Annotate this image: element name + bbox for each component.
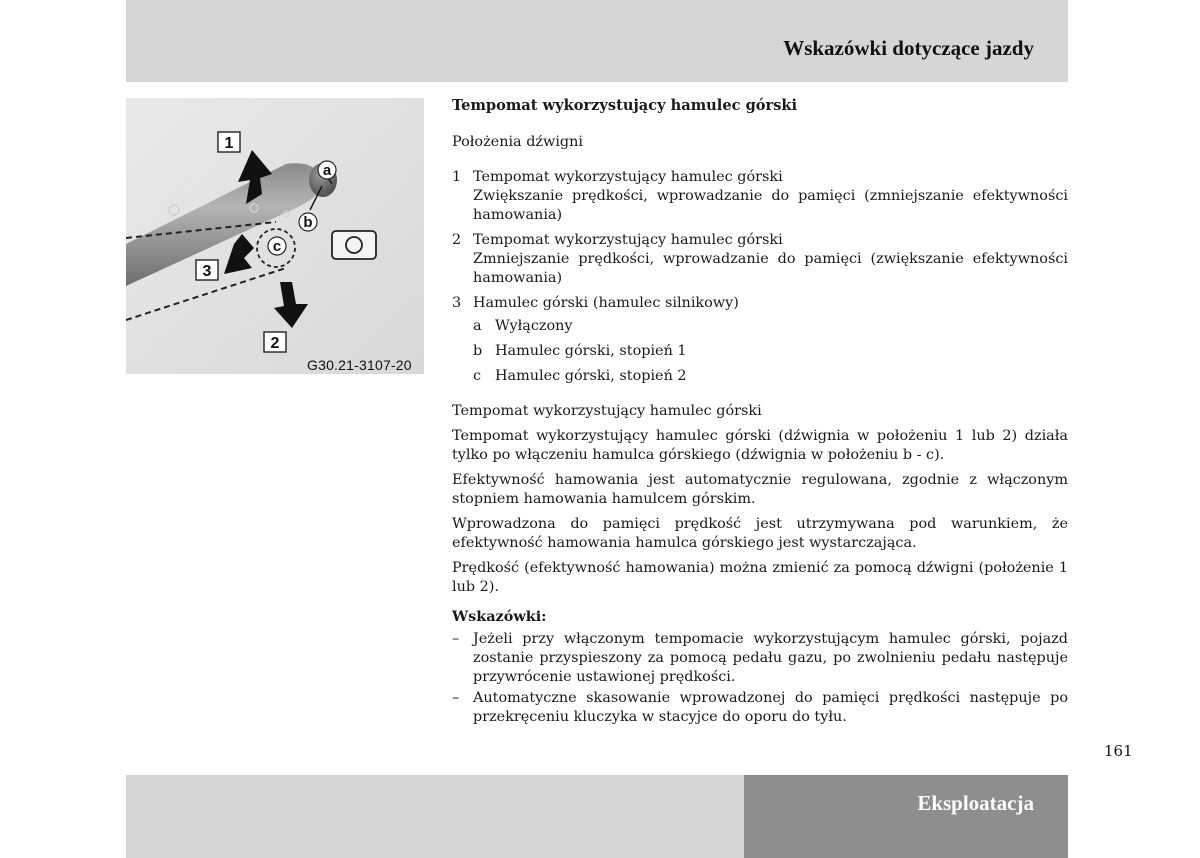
sub-item-text: Wyłączony xyxy=(495,318,573,334)
sub-item-letter: a xyxy=(473,318,482,334)
item-description: Zwiększanie prędkości, wprowadzanie do pamięci (zmniejszanie efektywności hamowania) xyxy=(473,188,1068,223)
sub-list-item xyxy=(473,367,1068,386)
section-header-title: Wskazówki dotyczące jazdy xyxy=(783,36,1034,60)
paragraph: Prędkość (efektywność hamowania) można zmienić za pomocą dźwigni (położenie 1 lub 2). xyxy=(452,560,1068,595)
sub-item-text: Hamulec górski, stopień 1 xyxy=(495,343,687,359)
section-title: Tempomat wykorzystujący hamulec górski xyxy=(452,403,762,419)
footer-chapter-title: Eksploatacja xyxy=(917,791,1034,815)
sub-positions-list xyxy=(473,317,1068,386)
list-item xyxy=(452,294,1068,392)
label-1: 1 xyxy=(224,135,234,152)
paragraph: Efektywność hamowania jest automatycznie regulowana, zgodnie z włączonym stopniem hamowania hamulcem górskim. xyxy=(452,472,1068,507)
main-content xyxy=(452,96,1068,729)
label-b: b xyxy=(303,214,313,231)
item-number: 2 xyxy=(452,232,462,248)
footer-chapter-tab xyxy=(744,775,1068,858)
note-dash: – xyxy=(452,631,460,647)
lever-illustration xyxy=(126,98,424,374)
label-c: c xyxy=(272,238,282,255)
note-item xyxy=(452,689,1068,727)
lever-figure xyxy=(126,98,424,374)
note-text: Jeżeli przy włączonym tempomacie wykorzystującym hamulec górski, pojazd zostanie przyspieszony za pomocą pedału gazu, po zwolnieniu pedału następuje przywrócenie ustawionej prędkości. xyxy=(473,631,1068,685)
sub-item-letter: c xyxy=(473,368,482,384)
item-title: Hamulec górski (hamulec silnikowy) xyxy=(473,295,739,311)
positions-list xyxy=(452,168,1068,392)
sub-item-text: Hamulec górski, stopień 2 xyxy=(495,368,687,384)
note-item xyxy=(452,630,1068,687)
cruise-symbol-box xyxy=(332,231,376,259)
notes-title: Wskazówki: xyxy=(452,608,547,625)
sub-list-item xyxy=(473,317,1068,336)
sub-item-letter: b xyxy=(473,343,483,359)
item-title: Tempomat wykorzystujący hamulec górski xyxy=(473,169,783,185)
note-text: Automatyczne skasowanie wprowadzonej do pamięci prędkości następuje po przekręceniu kluczyka w stacyjce do oporu do tyłu. xyxy=(473,690,1068,725)
footer-band xyxy=(126,775,1068,858)
figure-code: G30.21-3107-20 xyxy=(307,357,412,373)
note-dash: – xyxy=(452,690,460,706)
notes-list xyxy=(452,630,1068,727)
page-number: 161 xyxy=(1104,742,1133,760)
header-band xyxy=(126,0,1068,82)
label-a: a xyxy=(322,162,332,179)
list-item xyxy=(452,231,1068,288)
paragraph: Tempomat wykorzystujący hamulec górski (dźwignia w położeniu 1 lub 2) działa tylko po włączeniu hamulca górskiego (dźwignia w położeniu b - c). xyxy=(452,428,1068,463)
content-heading: Tempomat wykorzystujący hamulec górski xyxy=(452,97,798,114)
paragraph: Wprowadzona do pamięci prędkość jest utrzymywana pod warunkiem, że efektywność hamowania hamulca górskiego jest wystarczająca. xyxy=(452,516,1068,551)
list-item xyxy=(452,168,1068,225)
label-3: 3 xyxy=(202,263,212,280)
intro-text: Położenia dźwigni xyxy=(452,134,584,150)
item-number: 1 xyxy=(452,169,462,185)
item-title: Tempomat wykorzystujący hamulec górski xyxy=(473,232,783,248)
item-description: Zmniejszanie prędkości, wprowadzanie do pamięci (zwiększanie efektywności hamowania) xyxy=(473,251,1068,286)
sub-list-item xyxy=(473,342,1068,361)
item-number: 3 xyxy=(452,295,462,311)
label-2: 2 xyxy=(270,335,280,352)
